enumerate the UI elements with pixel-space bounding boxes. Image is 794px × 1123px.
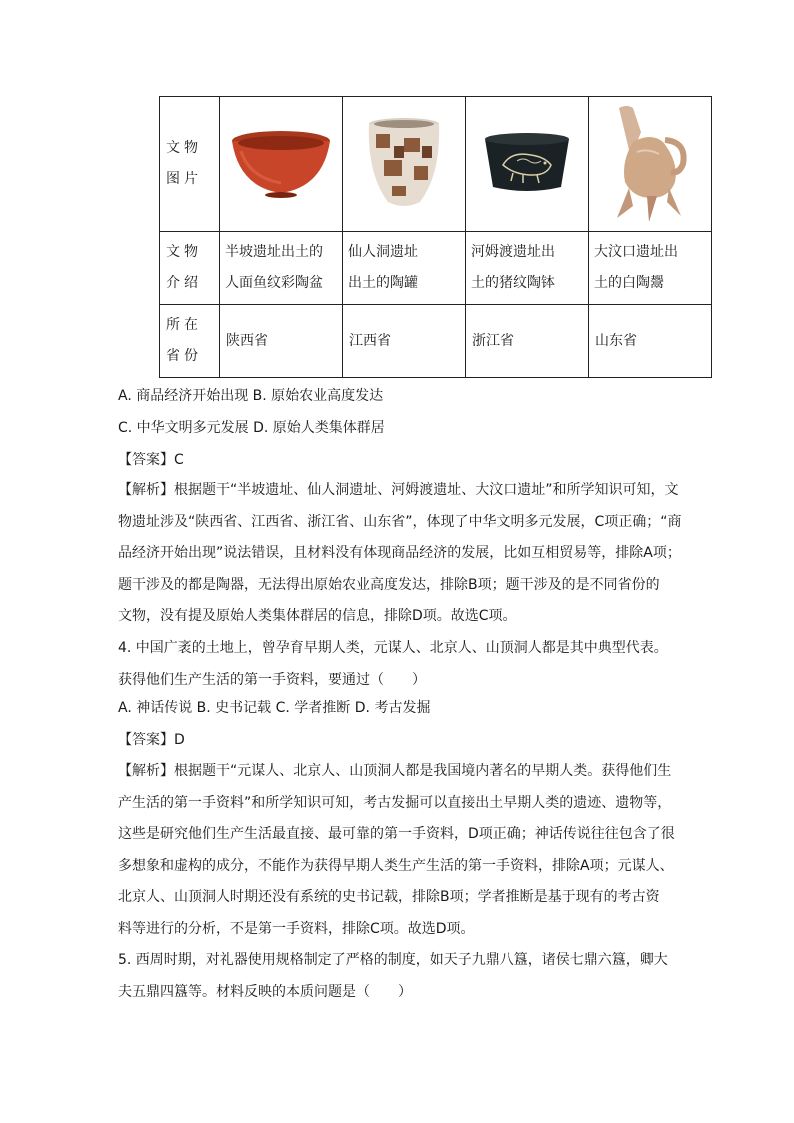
row-header-image: 文物 图片 (160, 97, 220, 232)
q4-analysis-line: 料等进行的分析，不是第一手资料，排除C项。故选D项。 (118, 920, 475, 937)
relics-table (159, 96, 712, 378)
table-row-images (160, 97, 712, 232)
relic-image-gui (589, 97, 712, 232)
q5-stem (118, 945, 680, 1008)
q5-stem-line: 夫五鼎四簋等。材料反映的本质问题是（ ） (118, 983, 412, 1000)
relic-image-bowl (466, 97, 589, 232)
province-basin: 陕西省 (220, 305, 343, 378)
white-pottery-gui-icon (607, 102, 693, 226)
q3-analysis-line: 物遗址涉及“陕西省、江西省、浙江省、山东省”，体现了中华文明多元发展，C项正确；“商 (118, 513, 682, 530)
q3-analysis-line: 题干涉及的都是陶器，无法得出原始农业高度发达，排除B项；题干涉及的是不同省份的 (118, 576, 660, 593)
q3-answer: 【答案】C (118, 452, 184, 468)
relic-intro-bowl: 河姆渡遗址出 土的猪纹陶钵 (466, 232, 589, 305)
relic-intro-jar: 仙人洞遗址 出土的陶罐 (343, 232, 466, 305)
q4-stem-line: 获得他们生产生活的第一手资料，要通过（ ） (118, 671, 426, 688)
pottery-jar-icon (364, 116, 444, 212)
q3-analysis-line: 【解析】根据题干“半坡遗址、仙人洞遗址、河姆渡遗址、大汶口遗址”和所学知识可知，文 (118, 482, 679, 498)
table-row-intro (160, 232, 712, 305)
relic-image-jar (343, 97, 466, 232)
q3-options-line-2: C. 中华文明多元发展 D. 原始人类集体群居 (118, 420, 385, 436)
q4-options: A. 神话传说 B. 史书记载 C. 学者推断 D. 考古发掘 (118, 700, 431, 716)
q4-answer: 【答案】D (118, 732, 185, 748)
relic-intro-gui: 大汶口遗址出 土的白陶鬶 (589, 232, 712, 305)
q4-analysis-line: 【解析】根据题干“元谋人、北京人、山顶洞人都是我国境内著名的早期人类。获得他们生 (118, 763, 672, 779)
q4-analysis (118, 756, 680, 946)
province-gui: 山东省 (589, 305, 712, 378)
relic-intro-basin: 半坡遗址出土的 人面鱼纹彩陶盆 (220, 232, 343, 305)
q4-stem-line: 4. 中国广袤的土地上，曾孕育早期人类，元谋人、北京人、山顶洞人都是其中典型代表。 (118, 640, 668, 656)
q4-analysis-line: 这些是研究他们生产生活最直接、最可靠的第一手资料，D项正确；神话传说往往包含了很 (118, 826, 675, 843)
q3-analysis (118, 475, 680, 633)
q3-options-line-1: A. 商品经济开始出现 B. 原始农业高度发达 (118, 388, 384, 404)
q3-analysis-line: 品经济开始出现”说法错误，且材料没有体现商品经济的发展，比如互相贸易等，排除A项； (118, 545, 681, 562)
painted-pottery-basin-icon (229, 129, 333, 199)
q4-analysis-line: 北京人、山顶洞人时期还没有系统的史书记载，排除B项；学者推断是基于现有的考古资 (118, 889, 660, 906)
q4-analysis-line: 多想象和虚构的成分，不能作为获得早期人类生产生活的第一手资料，排除A项；元谋人、 (118, 857, 674, 874)
province-jar: 江西省 (343, 305, 466, 378)
q5-stem-line: 5. 西周时期，对礼器使用规格制定了严格的制度，如天子九鼎八簋，诸侯七鼎六簋，卿大 (118, 952, 668, 968)
province-bowl: 浙江省 (466, 305, 589, 378)
row-header-intro: 文物 介绍 (160, 232, 220, 305)
q4-analysis-line: 产生活的第一手资料”和所学知识可知，考古发掘可以直接出土早期人类的遗迹、遗物等， (118, 794, 672, 811)
row-header-province: 所在 省份 (160, 305, 220, 378)
q3-analysis-line: 文物，没有提及原始人类集体群居的信息，排除D项。故选C项。 (118, 608, 517, 625)
black-pottery-bowl-icon (479, 129, 575, 199)
table-row-province (160, 305, 712, 378)
q4-stem (118, 633, 680, 696)
relic-image-basin (220, 97, 343, 232)
